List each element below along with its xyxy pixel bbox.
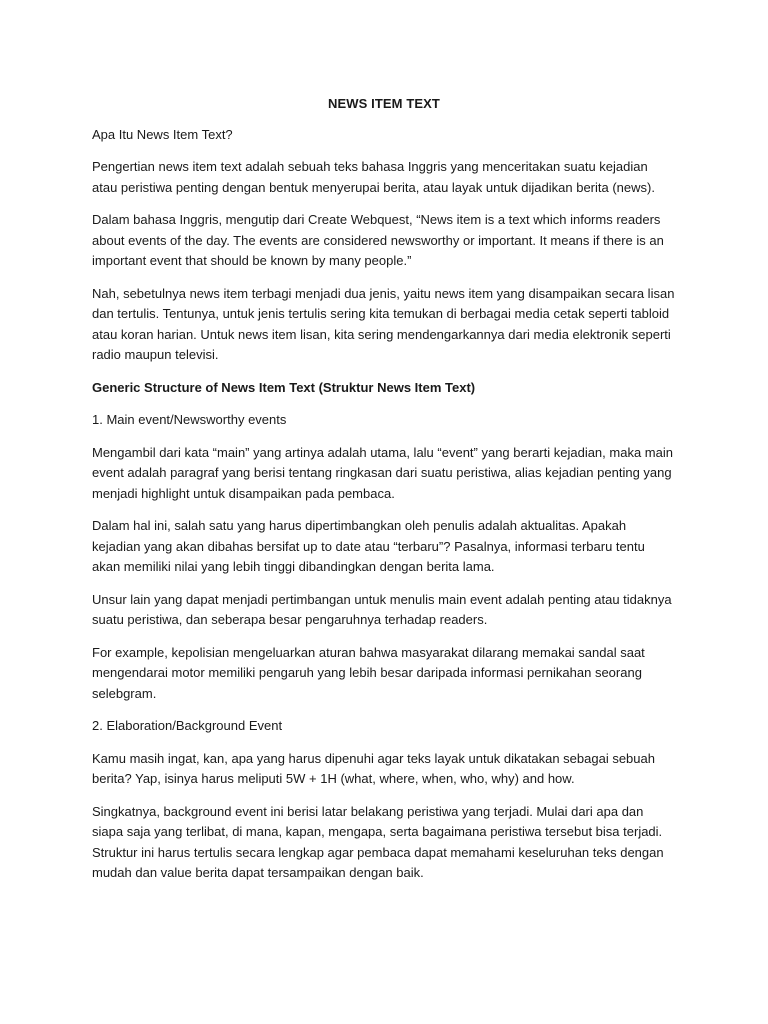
paragraph-jenis-news-item: Nah, sebetulnya news item terbagi menjadi dua jenis, yaitu news item yang disampaikan secara lisan dan tertulis. Tentunya, untuk jenis tertulis sering kita temukan di berbagai media cetak seperti tabloid atau koran harian. Untuk news item lisan, kita sering mendengarkannya dari media elektronik seperti radio maupun televisi. [92, 285, 675, 362]
paragraph-aktualitas: Dalam hal ini, salah satu yang harus dipertimbangkan oleh penulis adalah aktualitas. Apakah kejadian yang akan dibahas bersifat up to date atau “terbaru”? Pasalnya, informasi terbaru tentu akan memiliki nilai yang lebih tinggi dibandingkan dengan berita lama. [92, 518, 645, 574]
paragraph-background-event: Singkatnya, background event ini berisi latar belakang peristiwa yang terjadi. Mulai dari apa dan siapa saja yang terlibat, di mana, kapan, mengapa, serta bagaimana peristiwa tersebut bisa terjadi. Struktur ini harus tertulis secara lengkap agar pembaca dapat memahami keseluruhan teks dengan mudah dan value berita dapat tersampaikan dengan baik. [92, 803, 664, 880]
heading-elaboration: 2. Elaboration/Background Event [92, 718, 283, 733]
paragraph-unsur-lain: Unsur lain yang dapat menjadi pertimbangan untuk menulis main event adalah penting atau tidaknya suatu peristiwa, dan seberapa besar pengaruhnya terhadap readers. [92, 591, 672, 627]
heading-generic-structure: Generic Structure of News Item Text (Struktur News Item Text) [92, 379, 476, 395]
paragraph-pengertian: Pengertian news item text adalah sebuah teks bahasa Inggris yang menceritakan suatu kejadian atau peristiwa penting dengan bentuk menyerupai berita, atau layak untuk dijadikan berita (news). [92, 159, 655, 195]
heading-main-event: 1. Main event/Newsworthy events [92, 412, 287, 427]
paragraph-5w1h: Kamu masih ingat, kan, apa yang harus dipenuhi agar teks layak untuk dikatakan sebagai sebuah berita? Yap, isinya harus meliputi 5W + 1H (what, where, when, who, why) and how. [92, 750, 655, 786]
paragraph-main-event-definition: Mengambil dari kata “main” yang artinya adalah utama, lalu “event” yang berarti kejadian, maka main event adalah paragraf yang berisi tentang ringkasan dari suatu peristiwa, alias kejadian penting yang menjadi highlight untuk disampaikan pada pembaca. [92, 444, 673, 501]
paragraph-create-webquest-quote: Dalam bahasa Inggris, mengutip dari Create Webquest, “News item is a text which informs readers about events of the day. The events are considered newsworthy or important. It means if there is an important event that should be known by many people.” [92, 212, 664, 268]
paragraph-for-example: For example, kepolisian mengeluarkan aturan bahwa masyarakat dilarang memakai sandal saat mengendarai motor memiliki pengaruh yang lebih besar daripada informasi pernikahan seorang selebgram. [92, 644, 645, 701]
document-title: NEWS ITEM TEXT [328, 96, 440, 111]
heading-apa-itu: Apa Itu News Item Text? [92, 126, 233, 142]
